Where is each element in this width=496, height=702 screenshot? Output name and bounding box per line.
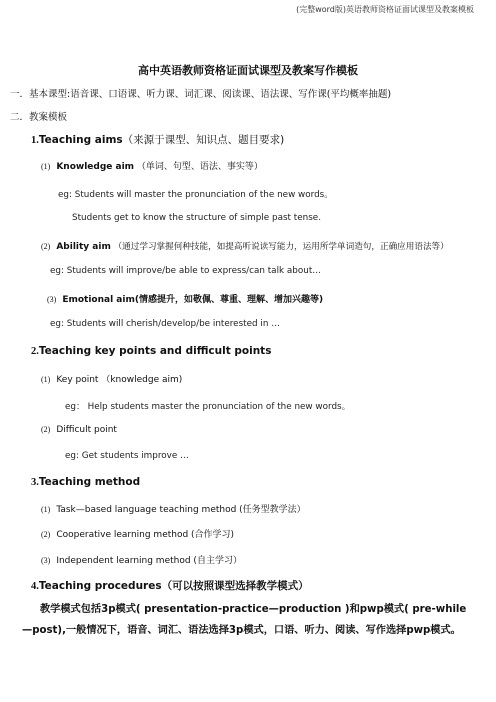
- item-title: Emotional aim: [62, 295, 135, 305]
- item-number: (2): [41, 242, 51, 251]
- heading-note: （可以按照课型选择教学模式）: [161, 580, 309, 592]
- key-point-example: eg： Help students master the pronunciation of the new words。: [65, 402, 351, 412]
- item-text: Task—based language teaching method (任务型教学法）: [56, 505, 306, 515]
- item-number: (1): [41, 505, 51, 514]
- section-two: 二．教案模板: [10, 112, 68, 123]
- knowledge-aim: [41, 159, 263, 172]
- item-text: Difficult point: [56, 425, 117, 435]
- heading-title: Teaching procedures: [38, 580, 162, 592]
- ability-aim: [41, 240, 449, 252]
- item-title: Knowledge aim: [56, 162, 135, 172]
- heading-number: 3.: [31, 477, 39, 488]
- page-header: (完整word版)英语教师资格证面试课型及教案模板: [296, 5, 474, 14]
- item-note: (情感提升，如敬佩、尊重、理解、增加兴趣等): [134, 295, 324, 305]
- heading-note: （来源于课型、知识点、题目要求): [122, 134, 285, 146]
- knowledge-aim-example-2: Students get to know the structure of simple past tense.: [72, 213, 322, 223]
- item-text: Cooperative learning method (合作学习): [56, 530, 235, 540]
- item-number: (2): [41, 530, 51, 539]
- heading-number: 1.: [31, 135, 39, 146]
- item-title: Ability aim: [56, 242, 111, 252]
- item-number: (3): [41, 556, 51, 565]
- difficult-point-example: eg: Get students improve …: [65, 451, 189, 461]
- heading-key-points: [31, 345, 271, 357]
- heading-title: Teaching method: [38, 476, 141, 488]
- item-note: （单词、句型、语法、事实等）: [134, 162, 263, 172]
- item-text: Independent learning method (自主学习）: [56, 556, 242, 566]
- heading-title: Teaching aims: [38, 134, 123, 146]
- method-task-based: [41, 502, 306, 515]
- procedures-paragraph: 教学模式包括3p模式( presentation-practice—production )和pwp模式( pre-while—post),一般情况下，语音、词汇、语法选择3p模式，口语、听力、阅读、写作选择pwp模式。: [22, 604, 467, 636]
- knowledge-aim-example-1: eg: Students will master the pronunciation of the new words。: [58, 190, 334, 200]
- method-independent: [41, 553, 242, 566]
- heading-teaching-procedures: [31, 578, 309, 593]
- emotional-aim-example: eg: Students will cherish/develop/be interested in …: [50, 319, 281, 329]
- heading-number: 4.: [31, 581, 39, 592]
- heading-title: Teaching key points and difficult points: [38, 345, 272, 357]
- item-text: Key point （knowledge aim): [56, 375, 183, 385]
- item-number: (3): [47, 295, 57, 304]
- heading-number: 2.: [31, 346, 39, 357]
- emotional-aim: [47, 292, 323, 305]
- item-number: (2): [41, 425, 51, 434]
- key-point: [41, 372, 182, 385]
- item-note: （通过学习掌握何种技能，如提高听说读写能力，运用所学单词造句，正确应用语法等）: [110, 242, 449, 252]
- heading-teaching-method: [31, 476, 140, 488]
- heading-teaching-aims: [31, 132, 284, 147]
- item-number: (1): [41, 162, 51, 171]
- difficult-point: [41, 425, 117, 435]
- document-title: 高中英语教师资格证面试课型及教案写作模板: [138, 64, 358, 77]
- method-cooperative: [41, 527, 234, 540]
- section-one: 一．基本课型:语音课、口语课、听力课、词汇课、阅读课、语法课、写作课(平均概率抽题): [10, 89, 392, 100]
- ability-aim-example: eg: Students will improve/be able to express/can talk about…: [50, 266, 322, 276]
- item-number: (1): [41, 375, 51, 384]
